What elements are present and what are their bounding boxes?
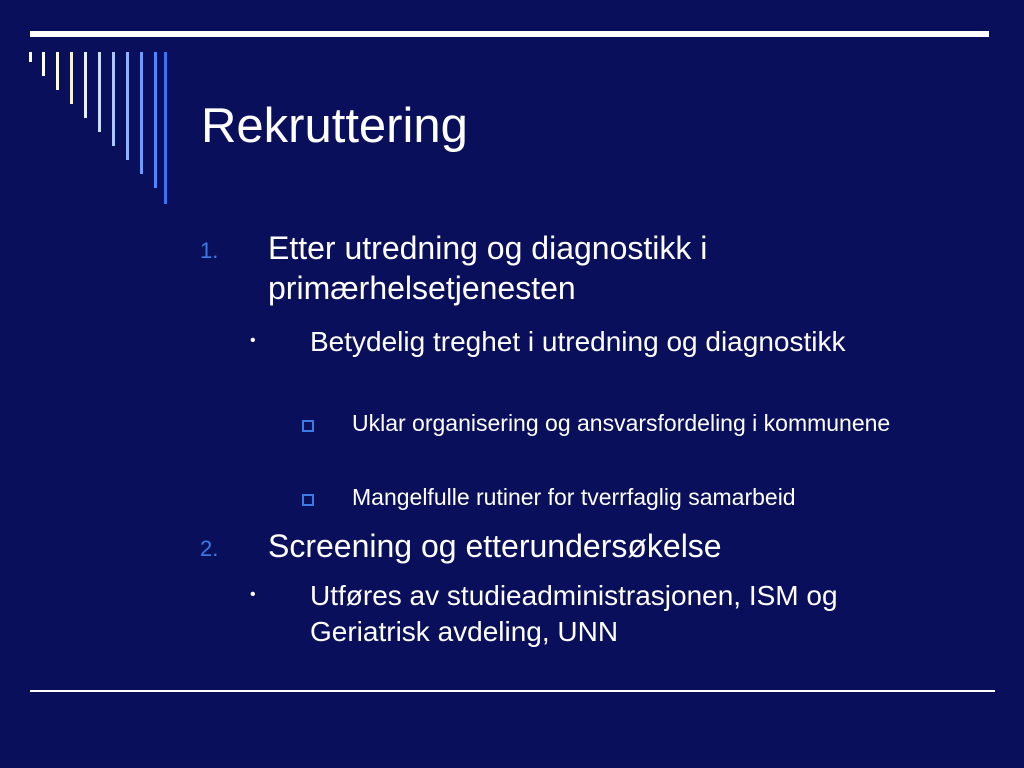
list-item-2-text: Screening og etterundersøkelse (268, 528, 722, 564)
stripe (140, 52, 143, 174)
hollow-square-bullet-icon (302, 494, 314, 506)
stripe (164, 52, 167, 204)
stripe (70, 52, 73, 104)
hollow-square-bullet-icon (302, 420, 314, 432)
stripe (29, 52, 32, 62)
stripe (84, 52, 87, 118)
bullet-dot-icon: • (250, 332, 256, 349)
sub-item-1-text: Betydelig treghet i utredning og diagnostikk (310, 326, 846, 357)
list-number-1: 1. (200, 238, 219, 263)
bottom-rule (30, 690, 995, 692)
list-number-2: 2. (200, 536, 219, 561)
sub-item-2-text: Utføres av studieadministrasjonen, ISM og Geriatrisk avdeling, UNN (310, 580, 838, 647)
stripe (154, 52, 157, 188)
bullet-dot-icon: • (250, 586, 256, 603)
sub-sub-item-1-text: Uklar organisering og ansvarsfordeling i kommunene (352, 410, 891, 436)
stripe (98, 52, 101, 132)
list-item-1-text: Etter utredning og diagnostikk i primærhelsetjenesten (268, 230, 708, 306)
stripe (42, 52, 45, 76)
stripe (112, 52, 115, 146)
top-rule (30, 31, 989, 37)
sub-sub-item-2-text: Mangelfulle rutiner for tverrfaglig samarbeid (352, 484, 796, 510)
stripe (126, 52, 129, 160)
slide-title: Rekruttering (201, 99, 468, 153)
stripe (56, 52, 59, 90)
